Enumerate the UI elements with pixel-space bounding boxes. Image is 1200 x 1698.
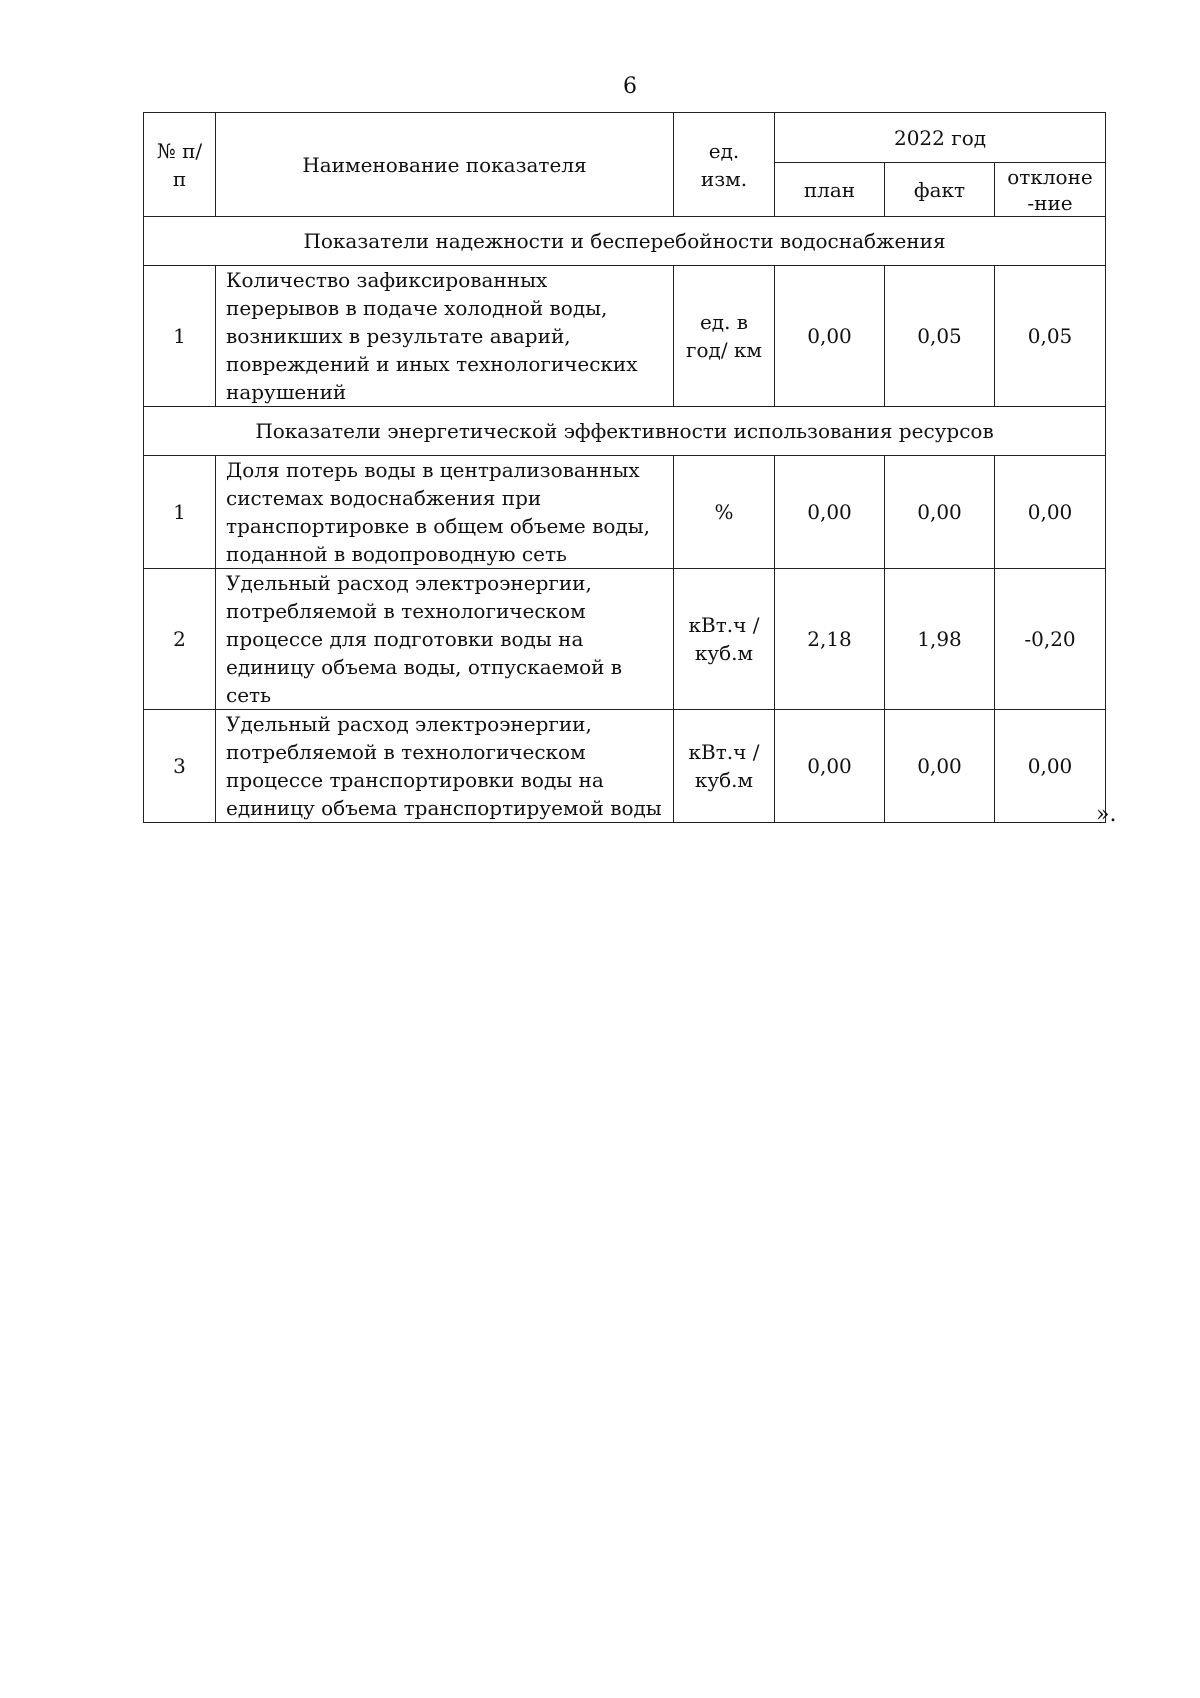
table-header-row xyxy=(144,113,1106,163)
section-row-energy xyxy=(144,407,1106,456)
header-year: 2022 год xyxy=(775,113,1106,163)
row-deviation: 0,00 xyxy=(995,456,1106,569)
page-number: 6 xyxy=(623,74,637,99)
indicators-table xyxy=(143,112,1106,823)
row-name: Количество зафиксированных перерывов в подаче холодной воды, возникших в результате аварий, повреждений и иных технологических нарушений xyxy=(216,266,674,407)
row-deviation: 0,00 xyxy=(995,710,1106,823)
section-title: Показатели надежности и бесперебойности водоснабжения xyxy=(144,217,1106,266)
row-fact: 0,00 xyxy=(885,710,995,823)
row-unit: ед. в год/ км xyxy=(674,266,775,407)
row-plan: 0,00 xyxy=(775,456,885,569)
row-fact: 1,98 xyxy=(885,569,995,710)
table-row xyxy=(144,710,1106,823)
header-plan: план xyxy=(775,163,885,217)
table-row xyxy=(144,266,1106,407)
header-name: Наименование показателя xyxy=(216,113,674,217)
row-name: Доля потерь воды в централизованных системах водоснабжения при транспортировке в общем объеме воды, поданной в водопроводную сеть xyxy=(216,456,674,569)
header-unit: ед. изм. xyxy=(674,113,775,217)
row-number: 2 xyxy=(144,569,216,710)
row-unit: кВт.ч / куб.м xyxy=(674,569,775,710)
row-deviation: 0,05 xyxy=(995,266,1106,407)
row-fact: 0,05 xyxy=(885,266,995,407)
row-name: Удельный расход электроэнергии, потребляемой в технологическом процессе для подготовки воды на единицу объема воды, отпускаемой в сеть xyxy=(216,569,674,710)
row-deviation: -0,20 xyxy=(995,569,1106,710)
closing-quote-mark: ». xyxy=(1096,802,1117,827)
row-number: 3 xyxy=(144,710,216,823)
row-number: 1 xyxy=(144,456,216,569)
header-deviation: отклоне -ние xyxy=(995,163,1106,217)
row-plan: 0,00 xyxy=(775,266,885,407)
table-row xyxy=(144,456,1106,569)
row-fact: 0,00 xyxy=(885,456,995,569)
header-number: № п/п xyxy=(144,113,216,217)
row-unit: кВт.ч / куб.м xyxy=(674,710,775,823)
row-name: Удельный расход электроэнергии, потребляемой в технологическом процессе транспортировки воды на единицу объема транспортируемой воды xyxy=(216,710,674,823)
section-title: Показатели энергетической эффективности использования ресурсов xyxy=(144,407,1106,456)
row-unit: % xyxy=(674,456,775,569)
row-plan: 0,00 xyxy=(775,710,885,823)
row-plan: 2,18 xyxy=(775,569,885,710)
row-number: 1 xyxy=(144,266,216,407)
header-fact: факт xyxy=(885,163,995,217)
table-row xyxy=(144,569,1106,710)
section-row-reliability xyxy=(144,217,1106,266)
